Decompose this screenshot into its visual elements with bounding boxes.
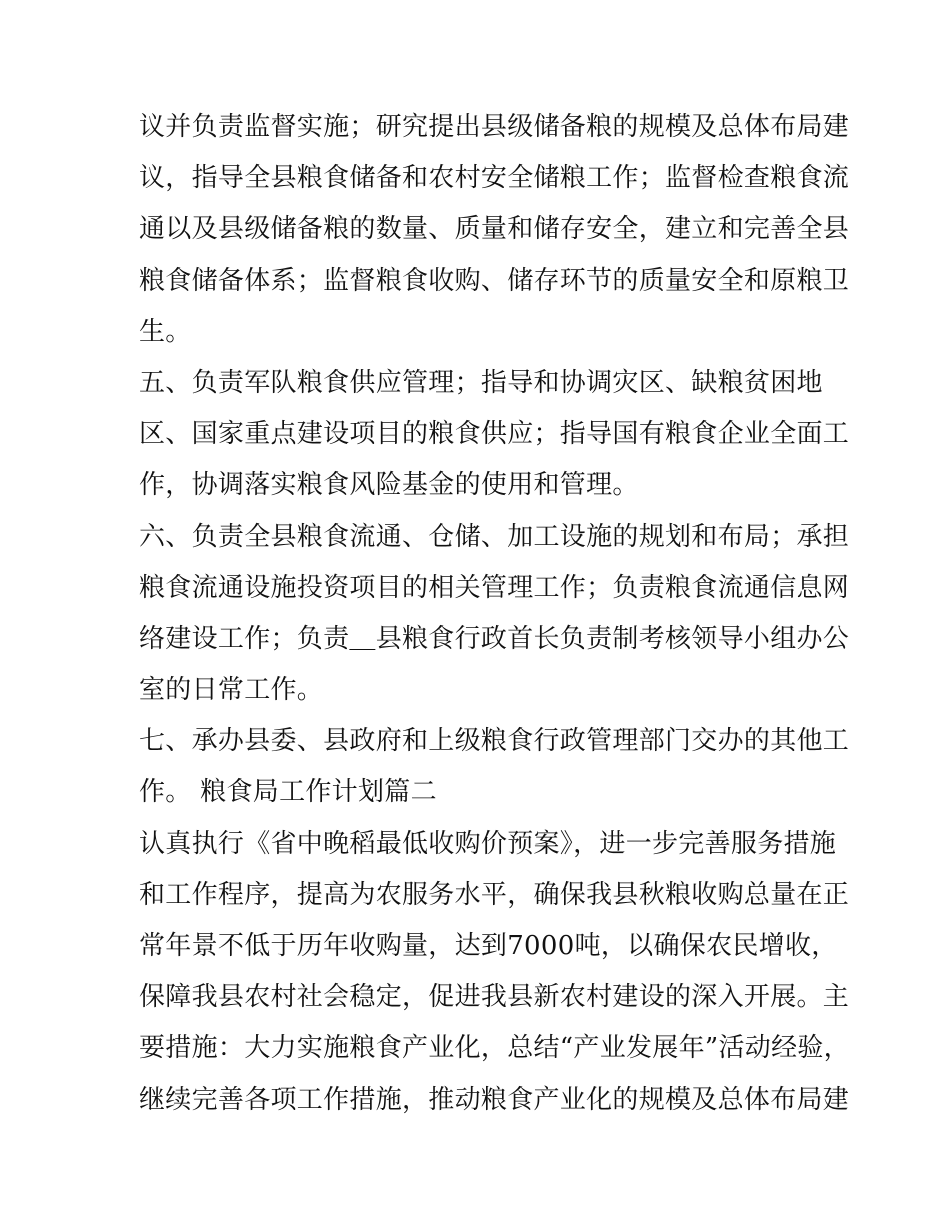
text-line: 区、国家重点建设项目的粮食供应；指导国有粮食企业全面工 (139, 419, 850, 450)
text-line: 络建设工作；负责＿县粮食行政首长负责制考核领导小组办公 (139, 623, 850, 654)
text-line: 六、负责全县粮食流通、仓储、加工设施的规划和布局；承担 (139, 521, 850, 552)
text-line: 认真执行《省中晚稻最低收购价预案》，进一步完善服务措施 (139, 828, 837, 859)
text-line: 保障我县农村社会稳定，促进我县新农村建设的深入开展。主 (139, 982, 850, 1013)
text-line: 五、负责军队粮食供应管理；指导和协调灾区、缺粮贫困地 (139, 367, 823, 398)
text-line: 作，协调落实粮食风险基金的使用和管理。 (139, 470, 639, 501)
text-line: 作。 粮食局工作计划篇二 (139, 777, 437, 808)
text-line: 七、承办县委、县政府和上级粮食行政管理部门交办的其他工 (139, 726, 850, 757)
text-line: 议，指导全县粮食储备和农村安全储粮工作；监督检查粮食流 (139, 163, 850, 194)
text-line: 继续完善各项工作措施，推动粮食产业化的规模及总体布局建 (139, 1084, 850, 1115)
text-line: 议并负责监督实施；研究提出县级储备粮的规模及总体布局建 (139, 112, 850, 142)
text-line: 要措施：大力实施粮食产业化，总结“产业发展年”活动经验， (139, 1033, 850, 1064)
text-line: 粮食流通设施投资项目的相关管理工作；负责粮食流通信息网 (139, 572, 850, 603)
text-line: 室的日常工作。 (139, 675, 324, 706)
text-line: 粮食储备体系；监督粮食收购、储存环节的质量安全和原粮卫 (139, 265, 850, 296)
text-line: 和工作程序，提高为农服务水平，确保我县秋粮收购总量在正 (139, 879, 850, 910)
text-line: 生。 (139, 316, 192, 347)
text-line: 常年景不低于历年收购量，达到7000吨，以确保农民增收， (139, 931, 838, 961)
text-line: 通以及县级储备粮的数量、质量和储存安全，建立和完善全县 (139, 214, 850, 245)
document-body (139, 102, 850, 1126)
